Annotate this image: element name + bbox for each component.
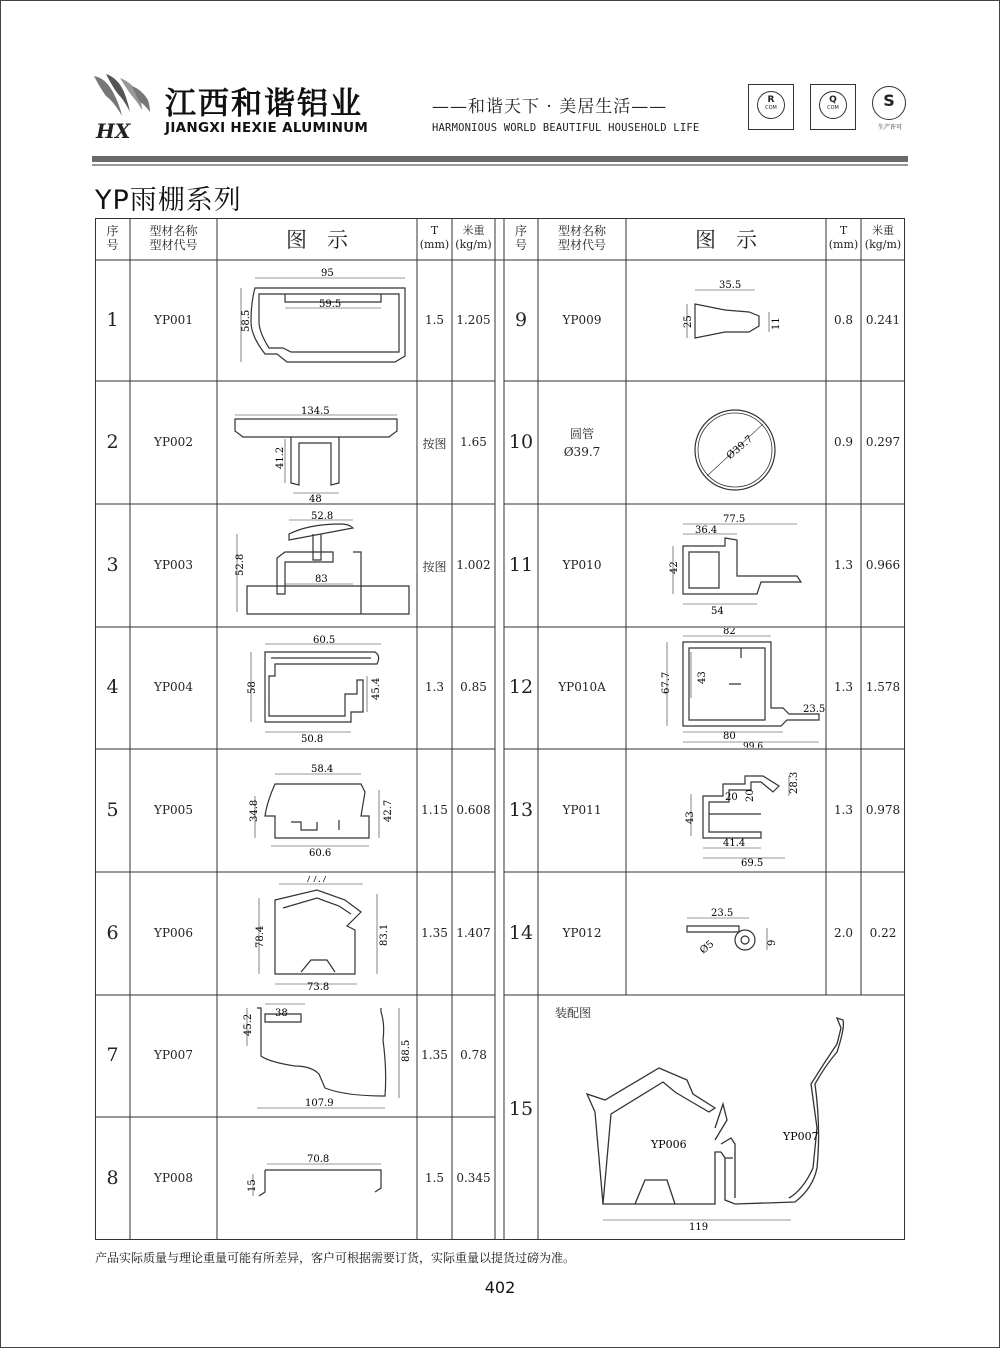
profile-code: YP004	[154, 680, 193, 694]
cert-qs-sub: 生产许可	[877, 124, 902, 131]
row-no: 12	[508, 676, 534, 698]
svg-text:41.2: 41.2	[275, 446, 286, 469]
svg-text:83: 83	[315, 574, 328, 585]
svg-text:48: 48	[309, 494, 322, 503]
drawing-yp004	[235, 632, 405, 744]
profile-name: 圆管	[569, 426, 594, 441]
footer-note: 产品实际质量与理论重量可能有所差异，客户可根据需要订货，实际重量以提货过磅为准。	[95, 1251, 576, 1265]
svg-text:119: 119	[689, 1222, 709, 1233]
drawing-yp009	[675, 276, 795, 356]
unit-weight: 1.407	[456, 925, 491, 940]
unit-weight: 1.002	[456, 557, 491, 572]
cert-r-letter: R	[767, 95, 775, 105]
cert-q-icon	[810, 84, 856, 130]
profile-code: YP008	[154, 1170, 193, 1185]
thickness: 1.5	[424, 312, 445, 327]
svg-text:34.8: 34.8	[249, 799, 260, 822]
header-name: 型材名称 型材代号	[149, 224, 198, 252]
slogan-cn: ——和谐天下 · 美居生活——	[432, 97, 668, 117]
drawing-yp011	[661, 754, 841, 866]
thickness: 1.35	[421, 925, 448, 940]
svg-text:43: 43	[685, 811, 696, 824]
profile-code: YP005	[154, 802, 193, 817]
cert-r-icon	[748, 84, 794, 130]
unit-weight: 0.297	[865, 434, 901, 449]
thickness: 1.3	[833, 557, 854, 572]
row-no: 3	[106, 553, 119, 576]
unit-weight: 0.978	[865, 802, 901, 817]
drawing-yp001	[235, 266, 415, 376]
cert-qs-letter: S	[883, 91, 895, 110]
profile-code: YP007	[154, 1048, 193, 1062]
svg-text:45.4: 45.4	[371, 677, 382, 700]
profile-code: YP012	[562, 925, 602, 940]
profile-code: Ø39.7	[563, 444, 601, 459]
profile-table	[95, 218, 905, 1240]
unit-weight: 1.578	[865, 680, 901, 694]
profile-code: YP010A	[558, 680, 606, 694]
row-no: 7	[106, 1044, 119, 1066]
series-title: YP雨棚系列	[95, 185, 242, 216]
svg-text:38: 38	[275, 1008, 288, 1019]
svg-text:36.4: 36.4	[695, 525, 718, 536]
header-rule	[92, 156, 908, 162]
drawing-yp006	[235, 876, 405, 994]
thickness: 1.3	[424, 680, 445, 694]
svg-text:52.8: 52.8	[235, 553, 246, 576]
svg-text:23.5: 23.5	[711, 908, 734, 919]
row-no: 4	[106, 676, 119, 698]
svg-text:43: 43	[697, 671, 708, 684]
row-no: 2	[106, 430, 119, 453]
row-15-no: 15	[508, 1098, 534, 1120]
unit-weight: 0.608	[456, 802, 491, 817]
svg-text:70.8: 70.8	[307, 1154, 330, 1165]
unit-weight: 1.205	[456, 312, 491, 327]
header-no: 序 号	[106, 224, 119, 252]
thickness: 1.35	[421, 1048, 448, 1062]
drawing-yp010	[661, 510, 821, 622]
cert-q-sub: COM	[827, 105, 839, 111]
svg-text:54: 54	[711, 606, 724, 617]
svg-text:23.5: 23.5	[803, 704, 826, 715]
svg-text:60.6: 60.6	[309, 848, 332, 859]
profile-code: YP001	[154, 312, 193, 327]
company-name-cn: 江西和谐铝业	[165, 86, 363, 122]
drawing-yp012	[675, 906, 795, 976]
page-number: 402	[484, 1278, 516, 1297]
header-rule-thin	[92, 164, 908, 166]
svg-text:99.6: 99.6	[743, 742, 764, 748]
svg-text:YP006: YP006	[651, 1138, 687, 1151]
svg-text:83.1: 83.1	[379, 923, 390, 946]
profile-code: YP010	[562, 557, 602, 572]
row-no: 8	[106, 1166, 119, 1189]
svg-text:67.7: 67.7	[661, 671, 672, 694]
profile-code: YP003	[154, 557, 193, 572]
unit-weight: 0.78	[460, 1048, 487, 1062]
header-figure: 图示	[286, 228, 368, 252]
svg-text:59.5: 59.5	[319, 299, 342, 310]
svg-text:77.5: 77.5	[723, 514, 746, 525]
svg-text:20: 20	[725, 792, 738, 803]
row-no: 5	[106, 798, 119, 821]
thickness: 0.9	[833, 434, 854, 449]
unit-weight: 0.22	[869, 925, 897, 940]
svg-text:25: 25	[683, 315, 694, 328]
thickness: 1.5	[424, 1170, 445, 1185]
svg-text:58.4: 58.4	[311, 764, 334, 775]
svg-text:41.4: 41.4	[723, 838, 746, 849]
header-no-r: 序 号	[514, 224, 527, 252]
svg-text:80: 80	[723, 731, 736, 742]
unit-weight: 1.65	[460, 434, 487, 449]
header-figure-r: 图示	[695, 228, 777, 252]
drawing-yp002	[229, 403, 419, 503]
svg-text:134.5: 134.5	[301, 406, 330, 417]
header-weight-r: 米重 (kg/m)	[864, 224, 902, 251]
thickness: 按图	[422, 436, 447, 451]
svg-text:69.5: 69.5	[741, 858, 764, 866]
svg-text:58.5: 58.5	[241, 309, 252, 332]
drawing-assembly	[575, 1008, 905, 1238]
unit-weight: 0.85	[460, 680, 487, 694]
svg-text:73.8: 73.8	[307, 982, 330, 993]
profile-code: YP009	[562, 312, 602, 327]
row-no: 9	[514, 308, 528, 331]
svg-text:11: 11	[771, 317, 782, 330]
drawing-yp003	[229, 510, 419, 622]
svg-text:9: 9	[767, 939, 778, 946]
svg-text:45.2: 45.2	[243, 1013, 254, 1036]
drawing-yp007	[235, 1000, 415, 1118]
svg-text:28.3: 28.3	[789, 771, 800, 794]
svg-text:52.8: 52.8	[311, 511, 334, 522]
header-name-r: 型材名称 型材代号	[557, 224, 606, 252]
company-logo-icon	[92, 72, 154, 142]
drawing-yp008	[235, 1148, 405, 1212]
profile-code: YP002	[154, 434, 193, 449]
svg-text:95: 95	[321, 268, 334, 279]
thickness: 1.3	[833, 680, 854, 694]
header-t: T (mm)	[419, 224, 450, 251]
cert-q-letter: Q	[829, 95, 837, 105]
svg-text:78.4: 78.4	[255, 925, 266, 948]
row-no: 6	[106, 921, 119, 944]
thickness: 1.3	[833, 802, 854, 817]
svg-text:77.7: 77.7	[305, 876, 328, 885]
header-weight: 米重 (kg/m)	[455, 224, 492, 251]
svg-text:Ø39.7: Ø39.7	[724, 433, 756, 462]
drawing-tube	[689, 406, 789, 498]
unit-weight: 0.345	[456, 1170, 491, 1185]
thickness: 按图	[422, 559, 447, 574]
thickness: 2.0	[833, 925, 854, 940]
svg-text:35.5: 35.5	[719, 280, 742, 291]
svg-text:50.8: 50.8	[301, 734, 324, 744]
thickness: 0.8	[833, 312, 854, 327]
svg-text:YP007: YP007	[783, 1130, 819, 1143]
svg-text:82: 82	[723, 628, 736, 637]
unit-weight: 0.966	[865, 557, 901, 572]
svg-text:107.9: 107.9	[305, 1098, 334, 1109]
header-t-r: T (mm)	[828, 224, 859, 251]
svg-text:Ø5: Ø5	[698, 938, 717, 957]
svg-text:58: 58	[247, 681, 258, 694]
row-no: 1	[106, 308, 119, 331]
svg-text:42: 42	[669, 561, 680, 574]
row-no: 11	[508, 553, 534, 576]
profile-code: YP011	[562, 802, 602, 817]
svg-text:42.7: 42.7	[383, 799, 394, 822]
svg-text:60.5: 60.5	[313, 635, 336, 646]
unit-weight: 0.241	[865, 312, 901, 327]
cert-qs-icon	[868, 84, 914, 130]
logo-mark: HX	[96, 119, 131, 142]
drawing-yp010a	[643, 628, 833, 748]
row-no: 13	[508, 798, 534, 821]
svg-text:15: 15	[247, 1179, 258, 1192]
svg-text:20: 20	[745, 789, 756, 802]
cert-r-sub: COM	[765, 105, 777, 111]
svg-text:88.5: 88.5	[401, 1039, 412, 1062]
profile-code: YP006	[154, 925, 193, 940]
drawing-yp005	[235, 756, 405, 868]
assembly-label: 装配图	[555, 1006, 592, 1020]
slogan-en: HARMONIOUS WORLD BEAUTIFUL HOUSEHOLD LIFE	[432, 122, 700, 134]
row-no: 10	[508, 430, 534, 453]
thickness: 1.15	[421, 802, 448, 817]
row-no: 14	[508, 921, 534, 944]
company-name-en: JIANGXI HEXIE ALUMINUM	[165, 120, 369, 136]
